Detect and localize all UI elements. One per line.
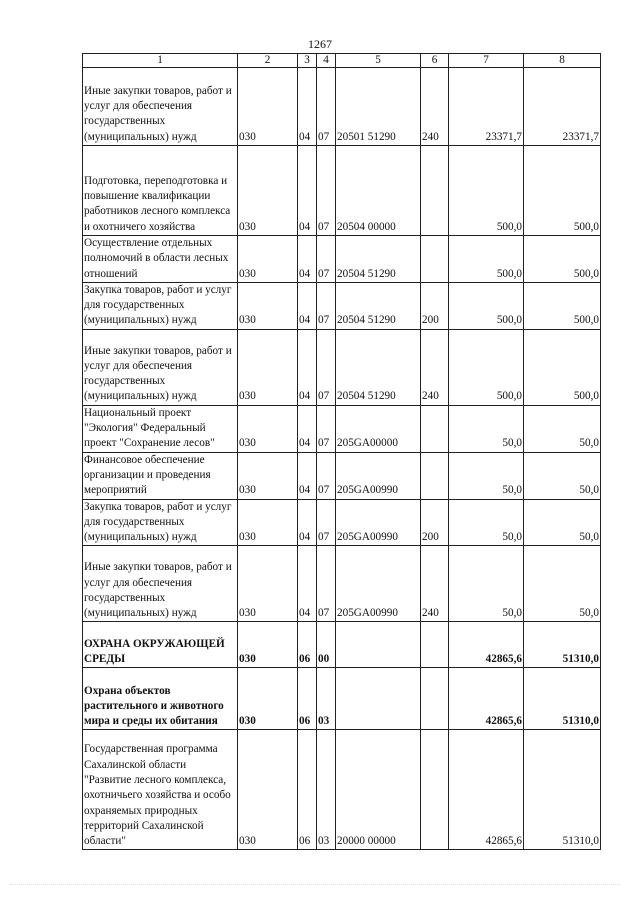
ministry-code: 030 xyxy=(238,730,298,850)
section-code: 04 xyxy=(298,236,317,283)
item-name: Национальный проект "Экология" Федеральный проект "Сохранение лесов" xyxy=(83,405,238,452)
table-row xyxy=(83,146,601,236)
section-code: 04 xyxy=(298,405,317,452)
amount-col7: 50,0 xyxy=(449,546,524,622)
ministry-code: 030 xyxy=(238,546,298,622)
expense-type: 240 xyxy=(421,68,449,146)
ministry-code: 030 xyxy=(238,668,298,730)
target-article: 205GA00990 xyxy=(336,452,421,499)
budget-table xyxy=(82,53,601,850)
expense-type xyxy=(421,405,449,452)
subsection-code: 03 xyxy=(317,730,336,850)
ministry-code: 030 xyxy=(238,236,298,283)
target-article: 205GA00000 xyxy=(336,405,421,452)
target-article xyxy=(336,668,421,730)
target-article: 20504 51290 xyxy=(336,329,421,405)
section-code: 04 xyxy=(298,329,317,405)
amount-col7: 500,0 xyxy=(449,282,524,329)
item-name: Иные закупки товаров, работ и услуг для обеспечения государственных (муниципальных) нужд xyxy=(83,546,238,622)
expense-type: 240 xyxy=(421,546,449,622)
amount-col7: 500,0 xyxy=(449,329,524,405)
amount-col7: 50,0 xyxy=(449,405,524,452)
ministry-code: 030 xyxy=(238,68,298,146)
expense-type xyxy=(421,146,449,236)
subsection-code: 03 xyxy=(317,668,336,730)
subsection-code: 07 xyxy=(317,405,336,452)
subsection-row xyxy=(83,668,601,730)
table-row xyxy=(83,730,601,850)
expense-type xyxy=(421,668,449,730)
subsection-code: 00 xyxy=(317,622,336,668)
column-header: 1 xyxy=(83,54,238,68)
amount-col7: 500,0 xyxy=(449,236,524,283)
item-name: Иные закупки товаров, работ и услуг для обеспечения государственных (муниципальных) нужд xyxy=(83,329,238,405)
column-header: 8 xyxy=(524,54,601,68)
item-name: Иные закупки товаров, работ и услуг для обеспечения государственных (муниципальных) нужд xyxy=(83,68,238,146)
ministry-code: 030 xyxy=(238,405,298,452)
table-row xyxy=(83,546,601,622)
target-article: 205GA00990 xyxy=(336,546,421,622)
amount-col8: 50,0 xyxy=(524,452,601,499)
expense-type: 200 xyxy=(421,282,449,329)
subsection-code: 07 xyxy=(317,452,336,499)
target-article: 205GA00990 xyxy=(336,499,421,546)
section-name: ОХРАНА ОКРУЖАЮЩЕЙ СРЕДЫ xyxy=(83,622,238,668)
amount-col8: 50,0 xyxy=(524,546,601,622)
column-header: 2 xyxy=(238,54,298,68)
amount-col7: 500,0 xyxy=(449,146,524,236)
subsection-code: 07 xyxy=(317,282,336,329)
target-article: 20501 51290 xyxy=(336,68,421,146)
amount-col7: 42865,6 xyxy=(449,730,524,850)
table-row xyxy=(83,282,601,329)
amount-col7: 42865,6 xyxy=(449,668,524,730)
target-article: 20504 51290 xyxy=(336,236,421,283)
section-code: 04 xyxy=(298,499,317,546)
amount-col8: 51310,0 xyxy=(524,730,601,850)
amount-col8: 23371,7 xyxy=(524,68,601,146)
ministry-code: 030 xyxy=(238,146,298,236)
ministry-code: 030 xyxy=(238,329,298,405)
column-header: 3 xyxy=(298,54,317,68)
table-row xyxy=(83,452,601,499)
section-code: 04 xyxy=(298,282,317,329)
expense-type: 240 xyxy=(421,329,449,405)
section-code: 04 xyxy=(298,452,317,499)
amount-col8: 50,0 xyxy=(524,405,601,452)
subsection-code: 07 xyxy=(317,236,336,283)
subsection-name: Охрана объектов растительного и животного мира и среды их обитания xyxy=(83,668,238,730)
column-header: 4 xyxy=(317,54,336,68)
item-name: Государственная программа Сахалинской области "Развитие лесного комплекса, охотничьего хозяйства и особо охраняемых природных территорий Сахалинской области" xyxy=(83,730,238,850)
amount-col8: 51310,0 xyxy=(524,622,601,668)
target-article: 20000 00000 xyxy=(336,730,421,850)
subsection-code: 07 xyxy=(317,146,336,236)
amount-col8: 500,0 xyxy=(524,329,601,405)
amount-col8: 50,0 xyxy=(524,499,601,546)
column-header: 7 xyxy=(449,54,524,68)
item-name: Закупка товаров, работ и услуг для государственных (муниципальных) нужд xyxy=(83,282,238,329)
table-row xyxy=(83,329,601,405)
section-code: 04 xyxy=(298,546,317,622)
section-code: 06 xyxy=(298,730,317,850)
header-row xyxy=(83,54,601,68)
item-name: Подготовка, переподготовка и повышение квалификации работников лесного комплекса и охотничего хозяйства xyxy=(83,146,238,236)
page-number: 1267 xyxy=(308,37,332,51)
table-row xyxy=(83,405,601,452)
subsection-code: 07 xyxy=(317,499,336,546)
item-name: Финансовое обеспечение организации и проведения мероприятий xyxy=(83,452,238,499)
table-row xyxy=(83,68,601,146)
column-header: 5 xyxy=(336,54,421,68)
target-article: 20504 51290 xyxy=(336,282,421,329)
ministry-code: 030 xyxy=(238,622,298,668)
table-row xyxy=(83,499,601,546)
section-code: 06 xyxy=(298,622,317,668)
section-row xyxy=(83,622,601,668)
ministry-code: 030 xyxy=(238,499,298,546)
section-code: 04 xyxy=(298,68,317,146)
target-article: 20504 00000 xyxy=(336,146,421,236)
column-header: 6 xyxy=(421,54,449,68)
expense-type xyxy=(421,622,449,668)
amount-col7: 23371,7 xyxy=(449,68,524,146)
ministry-code: 030 xyxy=(238,452,298,499)
amount-col8: 500,0 xyxy=(524,146,601,236)
amount-col7: 42865,6 xyxy=(449,622,524,668)
amount-col8: 500,0 xyxy=(524,236,601,283)
expense-type xyxy=(421,730,449,850)
subsection-code: 07 xyxy=(317,546,336,622)
amount-col8: 500,0 xyxy=(524,282,601,329)
expense-type xyxy=(421,236,449,283)
expense-type: 200 xyxy=(421,499,449,546)
expense-type xyxy=(421,452,449,499)
target-article xyxy=(336,622,421,668)
table-row xyxy=(83,236,601,283)
amount-col8: 51310,0 xyxy=(524,668,601,730)
section-code: 06 xyxy=(298,668,317,730)
item-name: Закупка товаров, работ и услуг для государственных (муниципальных) нужд xyxy=(83,499,238,546)
ministry-code: 030 xyxy=(238,282,298,329)
subsection-code: 07 xyxy=(317,68,336,146)
amount-col7: 50,0 xyxy=(449,499,524,546)
section-code: 04 xyxy=(298,146,317,236)
amount-col7: 50,0 xyxy=(449,452,524,499)
subsection-code: 07 xyxy=(317,329,336,405)
item-name: Осуществление отдельных полномочий в области лесных отношений xyxy=(83,236,238,283)
scan-artifact xyxy=(10,884,620,891)
